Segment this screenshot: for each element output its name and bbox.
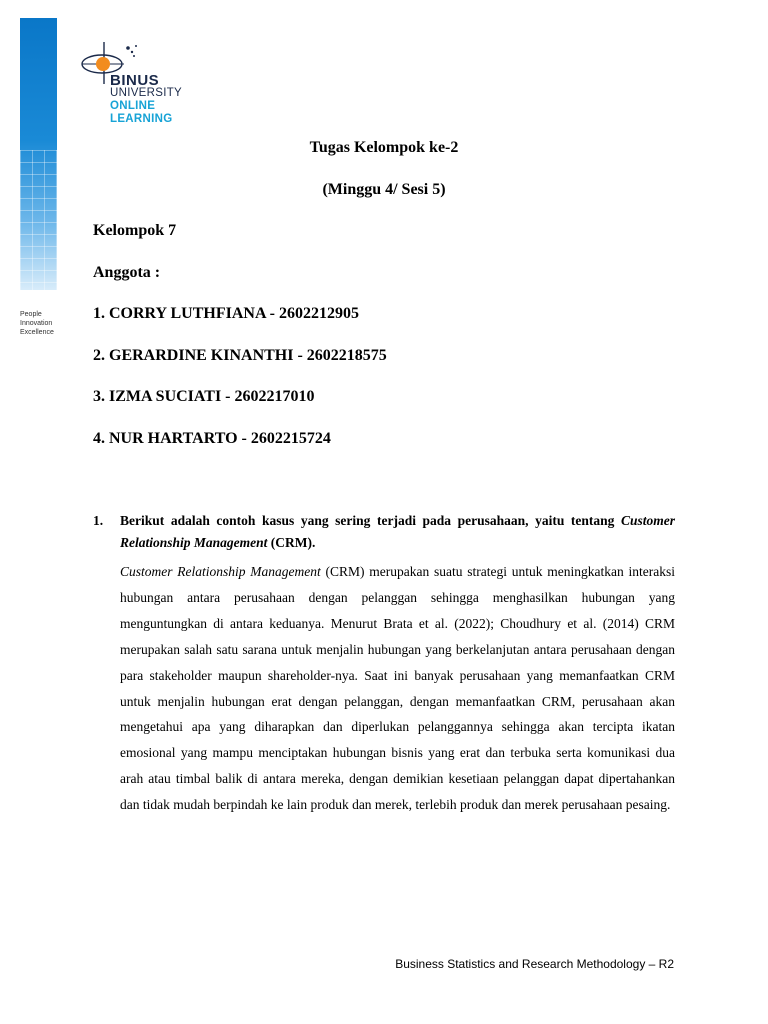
tagline-people: People xyxy=(20,311,42,318)
member-item: 2. GERARDINE KINANTHI - 2602218575 xyxy=(93,347,387,364)
tagline-innovation: Innovation xyxy=(20,320,53,327)
question-text xyxy=(120,510,675,554)
logo-university: UNIVERSITY xyxy=(110,87,183,99)
question-text-part1: Berikut adalah contoh kasus yang sering terjadi pada perusahaan, yaitu tentang xyxy=(120,513,621,528)
member-item: 1. CORRY LUTHFIANA - 2602212905 xyxy=(93,305,359,322)
answer-italic-term: Customer Relationship Management xyxy=(120,564,321,579)
members-label: Anggota : xyxy=(93,264,161,281)
answer-paragraph xyxy=(120,559,675,818)
tagline-excellence: Excellence xyxy=(20,329,54,336)
assignment-title: Tugas Kelompok ke-2 xyxy=(309,139,459,156)
logo-binus: BINUS xyxy=(110,72,160,89)
question-number: 1. xyxy=(93,513,104,528)
question-text-italic: Customer Relationship Management xyxy=(120,513,675,550)
member-item: 4. NUR HARTARTO - 2602215724 xyxy=(93,430,331,447)
sidebar-tile-pattern xyxy=(20,150,57,290)
question-1 xyxy=(93,510,675,818)
logo-online: ONLINE xyxy=(110,100,156,112)
assignment-subtitle: (Minggu 4/ Sesi 5) xyxy=(322,181,446,198)
answer-body: (CRM) merupakan suatu strategi untuk meningkatkan interaksi hubungan antara perusahaan dengan pelanggan sehingga menghasilkan hubungan yang menguntungkan di antara keduanya. Menurut Brata et al. (2022); Choudhury et al. (2014) CRM merupakan salah satu sarana untuk menjalin hubungan yang berkelanjutan antara perusahaan dengan para stakeholder maupun shareholder-nya. Saat ini banyak perusahaan yang memanfaatkan CRM untuk menjalin hubungan erat dengan pelanggan, dengan memanfaatkan CRM, perusahaan akan mengetahui apa yang diharapkan dan diperlukan pelanggannya sehingga akan tercipta ikatan emosional yang mampu menciptakan hubungan bisnis yang erat dan terbuka serta komunikasi dua arah atau timbal balik di antara mereka, dengan demikian kesetiaan pelanggan dapat dipertahankan dan tidak mudah berpindah ke lain produk dan merek, terlebih produk dan merek perusahaan pesaing. xyxy=(120,564,675,813)
group-name: Kelompok 7 xyxy=(93,222,177,239)
logo-wordmark xyxy=(110,74,182,126)
member-item: 3. IZMA SUCIATI - 2602217010 xyxy=(93,388,315,405)
tagline xyxy=(20,310,54,337)
logo-learning: LEARNING xyxy=(110,113,173,125)
page-footer: Business Statistics and Research Methodology – R2 xyxy=(395,957,674,971)
question-text-part2: (CRM). xyxy=(267,535,316,550)
